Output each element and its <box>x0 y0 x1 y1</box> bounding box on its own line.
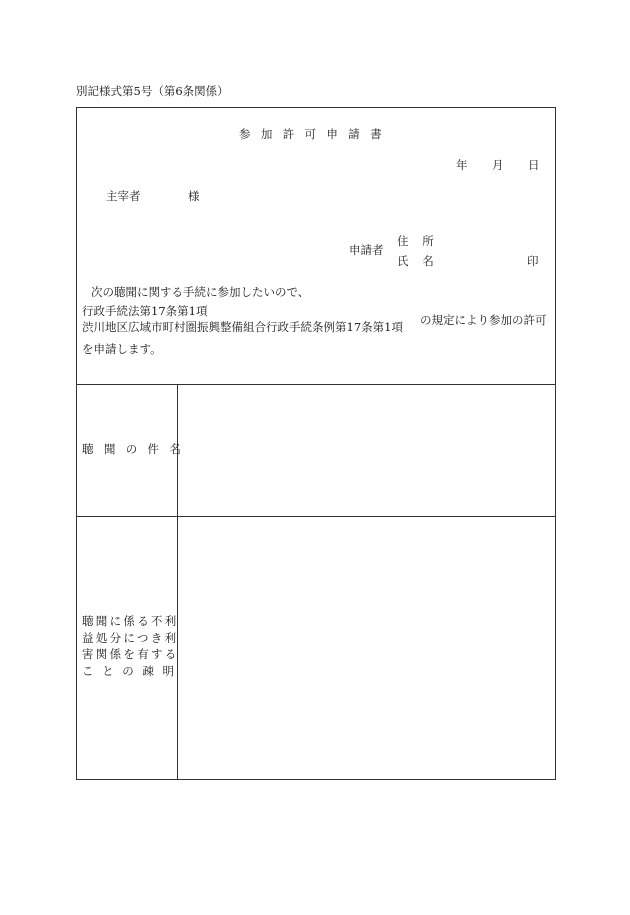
interest-explanation-label <box>82 616 183 677</box>
form-title: 参加許可申請書 <box>239 127 392 141</box>
applicant-label: 申請者 <box>349 243 384 257</box>
statement-suffix: の規定により参加の許可 <box>420 313 547 327</box>
form-number-label: 別記様式第5号（第6条関係） <box>76 84 229 98</box>
statement-intro: 次の聴聞に関する手続に参加したいので、 <box>91 285 310 299</box>
interest-explanation-field[interactable] <box>182 522 548 774</box>
law-option-act: 行政手続法第17条第1項 <box>82 304 208 318</box>
address-label: 住 所 <box>397 234 435 248</box>
section-divider <box>76 516 556 517</box>
seal-label: 印 <box>527 254 539 268</box>
law-option-ordinance: 渋川地区広域市町村圏振興整備組合行政手続条例第17条第1項 <box>82 320 403 334</box>
addressee-honorific: 様 <box>188 189 200 203</box>
interest-label-line-3: 害関係を有する <box>82 647 179 661</box>
date-year-label: 年 <box>456 158 468 172</box>
hearing-title-label: 聴聞の件名 <box>82 442 192 456</box>
statement-closing: を申請します。 <box>82 342 162 356</box>
hearing-title-field[interactable] <box>182 390 548 510</box>
date-month-label: 月 <box>492 158 504 172</box>
interest-label-line-1: 聴聞に係る不利 <box>82 614 179 628</box>
interest-label-line-4: ことの疎明 <box>82 663 183 678</box>
date-day-label: 日 <box>528 158 540 172</box>
section-divider <box>76 384 556 385</box>
name-label: 氏 名 <box>397 254 435 268</box>
addressee-label: 主宰者 <box>106 189 141 203</box>
interest-label-line-2: 益処分につき利 <box>82 630 179 645</box>
